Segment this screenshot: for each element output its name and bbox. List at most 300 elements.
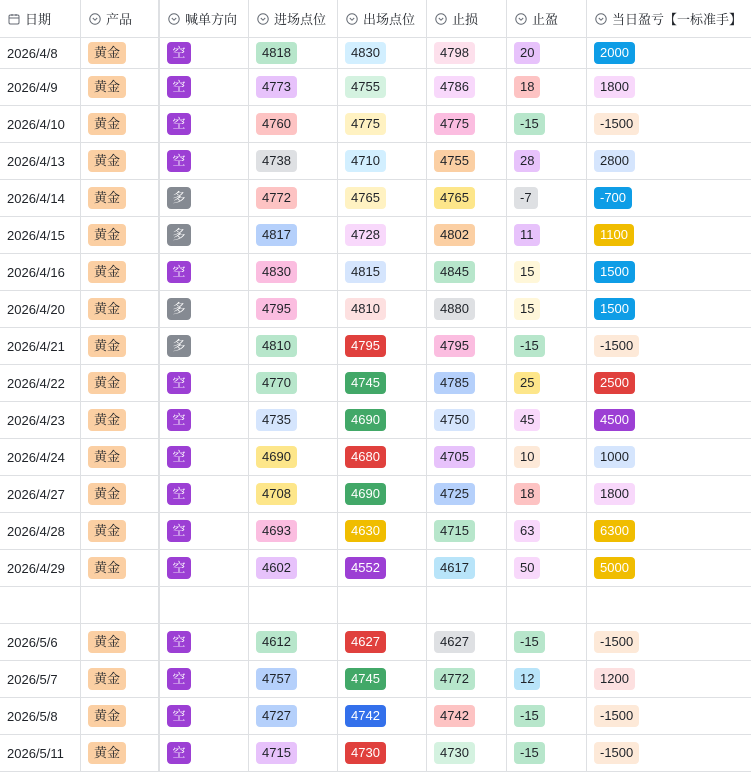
take-profit-cell[interactable] <box>507 402 587 438</box>
column-header-daily-pnl[interactable] <box>587 0 751 37</box>
entry-tag: 4818 <box>256 42 297 64</box>
product-cell[interactable] <box>81 624 160 660</box>
date-cell[interactable]: 2026/4/14 <box>0 180 81 216</box>
date-cell[interactable]: 2026/4/16 <box>0 254 81 290</box>
direction-cell[interactable] <box>160 550 249 586</box>
date-cell[interactable]: 2026/4/21 <box>0 328 81 364</box>
entry-tag: 4817 <box>256 224 297 246</box>
take-profit-cell[interactable] <box>507 217 587 253</box>
entry-tag: 4773 <box>256 76 297 98</box>
daily-pnl-cell[interactable] <box>587 698 751 734</box>
direction-cell[interactable] <box>160 143 249 179</box>
chevron-circle-icon <box>168 13 180 25</box>
table-row <box>0 439 751 476</box>
daily-pnl-cell[interactable] <box>587 254 751 290</box>
take-profit-cell[interactable] <box>507 550 587 586</box>
product-tag: 黄金 <box>88 76 126 98</box>
exit-cell[interactable] <box>338 217 427 253</box>
exit-tag: 4745 <box>345 668 386 690</box>
column-header-label: 止损 <box>452 12 479 27</box>
take-profit-cell[interactable] <box>507 106 587 142</box>
column-header-entry[interactable] <box>249 0 338 37</box>
column-header-take-profit[interactable] <box>507 0 587 37</box>
exit-tag: 4690 <box>345 409 386 431</box>
entry-tag: 4770 <box>256 372 297 394</box>
daily-pnl-cell[interactable] <box>587 476 751 512</box>
take-profit-cell[interactable] <box>507 328 587 364</box>
table-header <box>0 0 751 38</box>
stop-loss-cell[interactable] <box>427 143 507 179</box>
product-tag: 黄金 <box>88 742 126 764</box>
date-cell[interactable]: 2026/4/22 <box>0 365 81 401</box>
stop-loss-tag: 4785 <box>434 372 475 394</box>
direction-tag: 多 <box>167 298 191 320</box>
exit-tag: 4710 <box>345 150 386 172</box>
stop-loss-cell[interactable] <box>427 254 507 290</box>
chevron-circle-icon <box>595 13 607 25</box>
exit-cell[interactable] <box>338 365 427 401</box>
table-row <box>0 365 751 402</box>
direction-tag: 空 <box>167 668 191 690</box>
date-cell[interactable] <box>0 587 81 623</box>
date-cell[interactable]: 2026/5/8 <box>0 698 81 734</box>
stop-loss-cell[interactable] <box>427 439 507 475</box>
direction-cell[interactable] <box>160 661 249 697</box>
product-cell[interactable] <box>81 476 160 512</box>
take-profit-cell[interactable] <box>507 365 587 401</box>
exit-cell[interactable] <box>338 513 427 549</box>
entry-tag: 4602 <box>256 557 297 579</box>
column-header-stop-loss[interactable] <box>427 0 507 37</box>
product-cell[interactable] <box>81 328 160 364</box>
product-tag: 黄金 <box>88 446 126 468</box>
take-profit-tag: 20 <box>514 42 540 64</box>
exit-cell[interactable] <box>338 291 427 327</box>
table-row <box>0 698 751 735</box>
daily-pnl-cell[interactable] <box>587 38 751 68</box>
take-profit-cell[interactable] <box>507 291 587 327</box>
chevron-circle-icon <box>89 13 101 25</box>
product-tag: 黄金 <box>88 150 126 172</box>
direction-tag: 多 <box>167 335 191 357</box>
direction-cell[interactable] <box>160 402 249 438</box>
date-cell[interactable]: 2026/5/11 <box>0 735 81 771</box>
stop-loss-tag: 4617 <box>434 557 475 579</box>
table-row <box>0 513 751 550</box>
product-cell[interactable] <box>81 69 160 105</box>
entry-cell[interactable] <box>249 624 338 660</box>
entry-cell[interactable] <box>249 513 338 549</box>
direction-cell[interactable] <box>160 217 249 253</box>
table-row <box>0 624 751 661</box>
exit-cell[interactable] <box>338 38 427 68</box>
take-profit-tag: -15 <box>514 742 545 764</box>
entry-cell[interactable] <box>249 69 338 105</box>
product-cell[interactable] <box>81 587 160 623</box>
direction-tag: 多 <box>167 187 191 209</box>
date-cell[interactable]: 2026/4/28 <box>0 513 81 549</box>
exit-cell[interactable] <box>338 587 427 623</box>
stop-loss-tag: 4795 <box>434 335 475 357</box>
daily-pnl-cell[interactable] <box>587 328 751 364</box>
date-cell[interactable]: 2026/4/8 <box>0 38 81 68</box>
stop-loss-cell[interactable] <box>427 587 507 623</box>
direction-cell[interactable] <box>160 328 249 364</box>
daily-pnl-tag: -1500 <box>594 631 639 653</box>
take-profit-cell[interactable] <box>507 476 587 512</box>
product-tag: 黄金 <box>88 298 126 320</box>
date-cell[interactable]: 2026/4/29 <box>0 550 81 586</box>
entry-cell[interactable] <box>249 254 338 290</box>
column-header-label: 产品 <box>106 12 133 27</box>
stop-loss-tag: 4715 <box>434 520 475 542</box>
daily-pnl-cell[interactable] <box>587 661 751 697</box>
stop-loss-tag: 4730 <box>434 742 475 764</box>
take-profit-tag: 12 <box>514 668 540 690</box>
entry-cell[interactable] <box>249 439 338 475</box>
table-row <box>0 328 751 365</box>
stop-loss-tag: 4755 <box>434 150 475 172</box>
exit-cell[interactable] <box>338 254 427 290</box>
exit-cell[interactable] <box>338 106 427 142</box>
direction-tag: 空 <box>167 372 191 394</box>
entry-cell[interactable] <box>249 661 338 697</box>
date-cell[interactable]: 2026/4/15 <box>0 217 81 253</box>
product-cell[interactable] <box>81 254 160 290</box>
column-header-exit[interactable] <box>338 0 427 37</box>
take-profit-tag: 15 <box>514 261 540 283</box>
exit-tag: 4627 <box>345 631 386 653</box>
calendar-icon <box>8 13 20 25</box>
direction-tag: 空 <box>167 261 191 283</box>
product-tag: 黄金 <box>88 113 126 135</box>
daily-pnl-cell[interactable] <box>587 513 751 549</box>
table-body <box>0 38 751 772</box>
chevron-circle-icon <box>257 13 269 25</box>
direction-cell[interactable] <box>160 106 249 142</box>
direction-tag: 空 <box>167 557 191 579</box>
product-tag: 黄金 <box>88 631 126 653</box>
daily-pnl-cell[interactable] <box>587 217 751 253</box>
table-row <box>0 661 751 698</box>
take-profit-tag: -7 <box>514 187 538 209</box>
table-row <box>0 180 751 217</box>
product-tag: 黄金 <box>88 520 126 542</box>
direction-cell[interactable] <box>160 476 249 512</box>
direction-tag: 空 <box>167 483 191 505</box>
daily-pnl-cell[interactable] <box>587 735 751 771</box>
exit-tag: 4755 <box>345 76 386 98</box>
product-cell[interactable] <box>81 661 160 697</box>
direction-tag: 空 <box>167 76 191 98</box>
stop-loss-cell[interactable] <box>427 291 507 327</box>
direction-tag: 空 <box>167 446 191 468</box>
take-profit-tag: -15 <box>514 335 545 357</box>
column-header-product[interactable] <box>81 0 160 37</box>
exit-cell[interactable] <box>338 661 427 697</box>
product-cell[interactable] <box>81 513 160 549</box>
daily-pnl-tag: -1500 <box>594 705 639 727</box>
take-profit-cell[interactable] <box>507 38 587 68</box>
exit-tag: 4745 <box>345 372 386 394</box>
stop-loss-tag: 4627 <box>434 631 475 653</box>
product-tag: 黄金 <box>88 372 126 394</box>
product-tag: 黄金 <box>88 483 126 505</box>
entry-cell[interactable] <box>249 328 338 364</box>
exit-tag: 4795 <box>345 335 386 357</box>
direction-cell[interactable] <box>160 735 249 771</box>
daily-pnl-tag: 1000 <box>594 446 635 468</box>
exit-tag: 4680 <box>345 446 386 468</box>
direction-tag: 空 <box>167 150 191 172</box>
direction-cell[interactable] <box>160 698 249 734</box>
stop-loss-tag: 4845 <box>434 261 475 283</box>
column-header-label: 喊单方向 <box>185 12 238 27</box>
stop-loss-cell[interactable] <box>427 365 507 401</box>
stop-loss-tag: 4786 <box>434 76 475 98</box>
exit-tag: 4742 <box>345 705 386 727</box>
daily-pnl-cell[interactable] <box>587 143 751 179</box>
product-cell[interactable] <box>81 38 160 68</box>
daily-pnl-cell[interactable] <box>587 587 751 623</box>
take-profit-cell[interactable] <box>507 513 587 549</box>
product-cell[interactable] <box>81 698 160 734</box>
direction-tag: 空 <box>167 42 191 64</box>
take-profit-tag: 18 <box>514 76 540 98</box>
take-profit-cell[interactable] <box>507 587 587 623</box>
direction-cell[interactable] <box>160 439 249 475</box>
date-cell[interactable]: 2026/4/23 <box>0 402 81 438</box>
exit-cell[interactable] <box>338 328 427 364</box>
date-cell[interactable]: 2026/4/10 <box>0 106 81 142</box>
column-header-date[interactable] <box>0 0 81 37</box>
take-profit-cell[interactable] <box>507 69 587 105</box>
exit-cell[interactable] <box>338 143 427 179</box>
stop-loss-tag: 4725 <box>434 483 475 505</box>
take-profit-cell[interactable] <box>507 735 587 771</box>
daily-pnl-cell[interactable] <box>587 439 751 475</box>
stop-loss-cell[interactable] <box>427 69 507 105</box>
table-row <box>0 38 751 69</box>
exit-cell[interactable] <box>338 180 427 216</box>
daily-pnl-tag: 6300 <box>594 520 635 542</box>
product-cell[interactable] <box>81 106 160 142</box>
entry-cell[interactable] <box>249 38 338 68</box>
exit-cell[interactable] <box>338 698 427 734</box>
take-profit-tag: 25 <box>514 372 540 394</box>
direction-tag: 空 <box>167 631 191 653</box>
direction-cell[interactable] <box>160 180 249 216</box>
entry-tag: 4612 <box>256 631 297 653</box>
date-cell[interactable]: 2026/4/20 <box>0 291 81 327</box>
entry-tag: 4830 <box>256 261 297 283</box>
daily-pnl-tag: 1100 <box>594 224 634 246</box>
daily-pnl-tag: -1500 <box>594 113 639 135</box>
date-cell[interactable]: 2026/5/7 <box>0 661 81 697</box>
exit-cell[interactable] <box>338 550 427 586</box>
daily-pnl-tag: -700 <box>594 187 632 209</box>
daily-pnl-cell[interactable] <box>587 180 751 216</box>
entry-tag: 4693 <box>256 520 297 542</box>
daily-pnl-tag: 4500 <box>594 409 635 431</box>
stop-loss-tag: 4802 <box>434 224 475 246</box>
daily-pnl-cell[interactable] <box>587 550 751 586</box>
product-tag: 黄金 <box>88 705 126 727</box>
stop-loss-cell[interactable] <box>427 328 507 364</box>
entry-cell[interactable] <box>249 735 338 771</box>
exit-cell[interactable] <box>338 69 427 105</box>
table-row <box>0 143 751 180</box>
take-profit-cell[interactable] <box>507 624 587 660</box>
exit-cell[interactable] <box>338 735 427 771</box>
column-header-direction[interactable] <box>160 0 249 37</box>
product-cell[interactable] <box>81 143 160 179</box>
product-tag: 黄金 <box>88 187 126 209</box>
entry-cell[interactable] <box>249 143 338 179</box>
table-row <box>0 735 751 772</box>
entry-tag: 4810 <box>256 335 297 357</box>
table-row <box>0 476 751 513</box>
entry-tag: 4690 <box>256 446 297 468</box>
take-profit-tag: 50 <box>514 557 540 579</box>
stop-loss-cell[interactable] <box>427 735 507 771</box>
date-cell[interactable]: 2026/4/27 <box>0 476 81 512</box>
direction-tag: 空 <box>167 113 191 135</box>
take-profit-cell[interactable] <box>507 180 587 216</box>
take-profit-tag: -15 <box>514 113 545 135</box>
stop-loss-cell[interactable] <box>427 106 507 142</box>
stop-loss-cell[interactable] <box>427 550 507 586</box>
product-cell[interactable] <box>81 217 160 253</box>
entry-tag: 4727 <box>256 705 297 727</box>
stop-loss-cell[interactable] <box>427 476 507 512</box>
take-profit-cell[interactable] <box>507 254 587 290</box>
stop-loss-tag: 4775 <box>434 113 475 135</box>
exit-cell[interactable] <box>338 439 427 475</box>
stop-loss-tag: 4798 <box>434 42 475 64</box>
daily-pnl-tag: 2500 <box>594 372 635 394</box>
product-tag: 黄金 <box>88 335 126 357</box>
daily-pnl-cell[interactable] <box>587 106 751 142</box>
stop-loss-cell[interactable] <box>427 402 507 438</box>
daily-pnl-tag: 2800 <box>594 150 635 172</box>
stop-loss-cell[interactable] <box>427 38 507 68</box>
take-profit-tag: -15 <box>514 631 545 653</box>
daily-pnl-cell[interactable] <box>587 291 751 327</box>
take-profit-cell[interactable] <box>507 143 587 179</box>
exit-cell[interactable] <box>338 476 427 512</box>
product-cell[interactable] <box>81 180 160 216</box>
direction-tag: 空 <box>167 705 191 727</box>
exit-tag: 4775 <box>345 113 386 135</box>
column-header-label: 日期 <box>25 12 52 27</box>
date-cell[interactable]: 2026/5/6 <box>0 624 81 660</box>
take-profit-tag: 18 <box>514 483 540 505</box>
entry-cell[interactable] <box>249 291 338 327</box>
direction-cell[interactable] <box>160 69 249 105</box>
entry-cell[interactable] <box>249 106 338 142</box>
product-tag: 黄金 <box>88 409 126 431</box>
take-profit-cell[interactable] <box>507 698 587 734</box>
stop-loss-tag: 4765 <box>434 187 475 209</box>
exit-tag: 4728 <box>345 224 386 246</box>
date-cell[interactable]: 2026/4/24 <box>0 439 81 475</box>
column-header-label: 止盈 <box>532 12 559 27</box>
entry-cell[interactable] <box>249 180 338 216</box>
exit-tag: 4765 <box>345 187 386 209</box>
table-row <box>0 550 751 587</box>
entry-cell[interactable] <box>249 402 338 438</box>
stop-loss-tag: 4705 <box>434 446 475 468</box>
direction-cell[interactable] <box>160 513 249 549</box>
product-cell[interactable] <box>81 439 160 475</box>
product-cell[interactable] <box>81 402 160 438</box>
stop-loss-cell[interactable] <box>427 513 507 549</box>
table-row <box>0 217 751 254</box>
date-cell[interactable]: 2026/4/13 <box>0 143 81 179</box>
stop-loss-cell[interactable] <box>427 661 507 697</box>
direction-cell[interactable] <box>160 38 249 68</box>
stop-loss-cell[interactable] <box>427 217 507 253</box>
product-tag: 黄金 <box>88 261 126 283</box>
daily-pnl-tag: -1500 <box>594 742 639 764</box>
daily-pnl-cell[interactable] <box>587 624 751 660</box>
take-profit-cell[interactable] <box>507 439 587 475</box>
entry-cell[interactable] <box>249 698 338 734</box>
daily-pnl-cell[interactable] <box>587 69 751 105</box>
entry-cell[interactable] <box>249 476 338 512</box>
product-cell[interactable] <box>81 291 160 327</box>
take-profit-tag: -15 <box>514 705 545 727</box>
daily-pnl-cell[interactable] <box>587 365 751 401</box>
take-profit-tag: 10 <box>514 446 540 468</box>
blank-row <box>0 587 751 624</box>
entry-cell[interactable] <box>249 587 338 623</box>
daily-pnl-tag: 1800 <box>594 76 635 98</box>
stop-loss-tag: 4750 <box>434 409 475 431</box>
stop-loss-cell[interactable] <box>427 180 507 216</box>
product-cell[interactable] <box>81 365 160 401</box>
direction-cell[interactable] <box>160 587 249 623</box>
entry-tag: 4708 <box>256 483 297 505</box>
direction-cell[interactable] <box>160 365 249 401</box>
take-profit-tag: 63 <box>514 520 540 542</box>
exit-tag: 4552 <box>345 557 386 579</box>
entry-cell[interactable] <box>249 550 338 586</box>
product-cell[interactable] <box>81 550 160 586</box>
table-row <box>0 254 751 291</box>
direction-cell[interactable] <box>160 254 249 290</box>
table-row <box>0 69 751 106</box>
entry-cell[interactable] <box>249 217 338 253</box>
stop-loss-cell[interactable] <box>427 624 507 660</box>
direction-cell[interactable] <box>160 624 249 660</box>
exit-cell[interactable] <box>338 624 427 660</box>
take-profit-tag: 45 <box>514 409 540 431</box>
daily-pnl-cell[interactable] <box>587 402 751 438</box>
daily-pnl-tag: 1200 <box>594 668 635 690</box>
stop-loss-cell[interactable] <box>427 698 507 734</box>
table-row <box>0 402 751 439</box>
exit-cell[interactable] <box>338 402 427 438</box>
product-cell[interactable] <box>81 735 160 771</box>
entry-cell[interactable] <box>249 365 338 401</box>
direction-cell[interactable] <box>160 291 249 327</box>
date-cell[interactable]: 2026/4/9 <box>0 69 81 105</box>
take-profit-cell[interactable] <box>507 661 587 697</box>
direction-tag: 多 <box>167 224 191 246</box>
daily-pnl-tag: 1500 <box>594 261 635 283</box>
